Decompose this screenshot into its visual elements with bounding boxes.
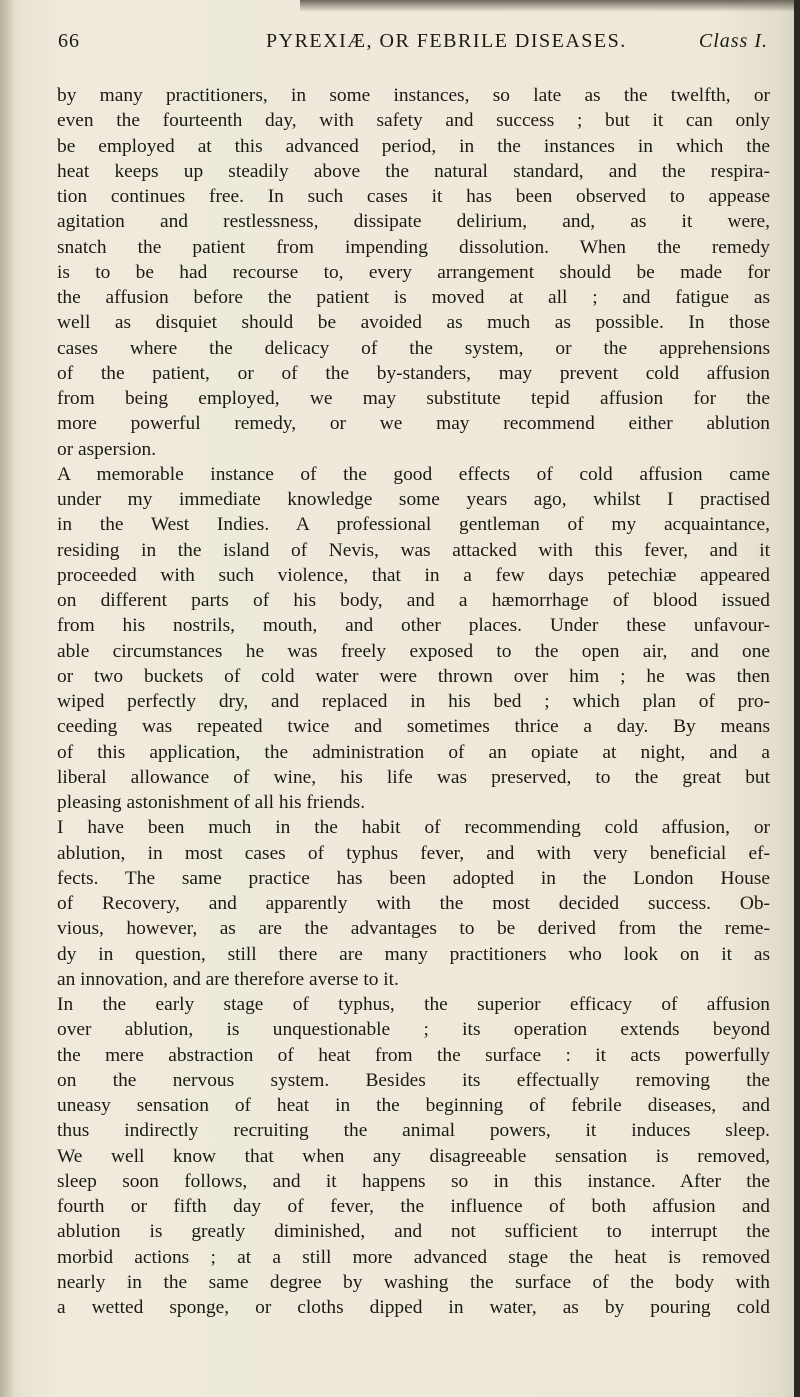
page-top-shadow	[300, 0, 800, 12]
text-line: of Recovery, and apparently with the most decided success. Ob-	[57, 893, 770, 914]
text-line: be employed at this advanced period, in the instances in which the	[57, 135, 770, 157]
text-line: dy in question, still there are many practitioners who look on it as	[57, 943, 770, 965]
paragraph	[57, 992, 770, 1320]
text-line: the mere abstraction of heat from the surface : it acts powerfully	[57, 1044, 770, 1066]
body-text	[57, 83, 770, 1320]
text-line: a wetted sponge, or cloths dipped in water, as by pouring cold	[57, 1297, 770, 1318]
text-line: liberal allowance of wine, his life was preserved, to the great but	[57, 766, 770, 788]
text-line: by many practitioners, in some instances, so late as the twelfth, or	[57, 85, 770, 106]
text-line: We well know that when any disagreeable sensation is removed,	[57, 1145, 770, 1167]
text-line: more powerful remedy, or we may recommend either ablution	[57, 413, 770, 435]
text-line: A memorable instance of the good effects of cold affusion came	[57, 463, 770, 485]
text-line: the affusion before the patient is moved at all ; and fatigue as	[57, 287, 770, 308]
text-line: ablution is greatly diminished, and not sufficient to interrupt the	[57, 1221, 770, 1243]
text-line: nearly in the same degree by washing the surface of the body with	[57, 1271, 770, 1293]
text-line: residing in the island of Nevis, was attacked with this fever, and it	[57, 539, 770, 561]
text-line: on different parts of his body, and a hæmorrhage of blood issued	[57, 590, 770, 611]
paragraph	[57, 462, 770, 816]
text-line: ceeding was repeated twice and sometimes thrice a day. By means	[57, 716, 770, 738]
text-line: even the fourteenth day, with safety and success ; but it can only	[57, 110, 770, 132]
text-line: an innovation, and are therefore averse to it.	[57, 968, 399, 990]
running-title: PYREXIÆ, OR FEBRILE DISEASES.	[266, 30, 627, 52]
text-line: morbid actions ; at a still more advanced stage the heat is removed	[57, 1246, 770, 1268]
paragraph	[57, 83, 770, 462]
text-line: from his nostrils, mouth, and other places. Under these unfavour-	[57, 615, 770, 637]
text-line: of the patient, or of the by-standers, may prevent cold affusion	[57, 362, 770, 384]
text-line: is to be had recourse to, every arrangement should be made for	[57, 261, 770, 283]
text-line: heat keeps up steadily above the natural standard, and the respira-	[57, 160, 770, 182]
text-line: agitation and restlessness, dissipate delirium, and, as it were,	[57, 211, 770, 233]
text-line: wiped perfectly dry, and replaced in his bed ; which plan of pro-	[57, 691, 770, 712]
page-number: 66	[58, 30, 80, 52]
text-line: under my immediate knowledge some years ago, whilst I practised	[57, 489, 770, 510]
text-line: in the West Indies. A professional gentleman of my acquaintance,	[57, 514, 770, 536]
text-line: of this application, the administration of an opiate at night, and a	[57, 741, 770, 763]
text-line: well as disquiet should be avoided as much as possible. In those	[57, 312, 770, 334]
text-line: cases where the delicacy of the system, or the apprehensions	[57, 337, 770, 359]
text-line: on the nervous system. Besides its effectually removing the	[57, 1069, 770, 1091]
paragraph	[57, 815, 770, 992]
text-line: fects. The same practice has been adopted in the London House	[57, 867, 770, 889]
text-line: proceeded with such violence, that in a few days petechiæ appeared	[57, 564, 770, 586]
running-header	[58, 30, 770, 60]
text-line: able circumstances he was freely exposed to the open air, and one	[57, 640, 770, 662]
text-line: I have been much in the habit of recommending cold affusion, or	[57, 817, 770, 839]
page-edge	[794, 0, 800, 1397]
text-line: uneasy sensation of heat in the beginning of febrile diseases, and	[57, 1095, 770, 1116]
text-line: snatch the patient from impending dissolution. When the remedy	[57, 236, 770, 258]
text-line: or aspersion.	[57, 438, 157, 460]
binding-shadow	[0, 0, 14, 1397]
text-line: fourth or fifth day of fever, the influence of both affusion and	[57, 1196, 770, 1217]
text-line: pleasing astonishment of all his friends.	[57, 792, 366, 813]
text-line: tion continues free. In such cases it has been observed to appease	[57, 186, 770, 207]
class-label: Class I.	[698, 30, 768, 52]
text-line: In the early stage of typhus, the superior efficacy of affusion	[57, 994, 770, 1015]
text-line: or two buckets of cold water were thrown over him ; he was then	[57, 665, 770, 687]
text-line: sleep soon follows, and it happens so in this instance. After the	[57, 1170, 770, 1192]
text-line: from being employed, we may substitute tepid affusion for the	[57, 388, 770, 409]
text-line: vious, however, as are the advantages to be derived from the reme-	[57, 918, 770, 940]
text-line: thus indirectly recruiting the animal powers, it induces sleep.	[57, 1120, 770, 1142]
text-line: ablution, in most cases of typhus fever, and with very beneficial ef-	[57, 842, 770, 864]
text-line: over ablution, is unquestionable ; its operation extends beyond	[57, 1019, 770, 1041]
